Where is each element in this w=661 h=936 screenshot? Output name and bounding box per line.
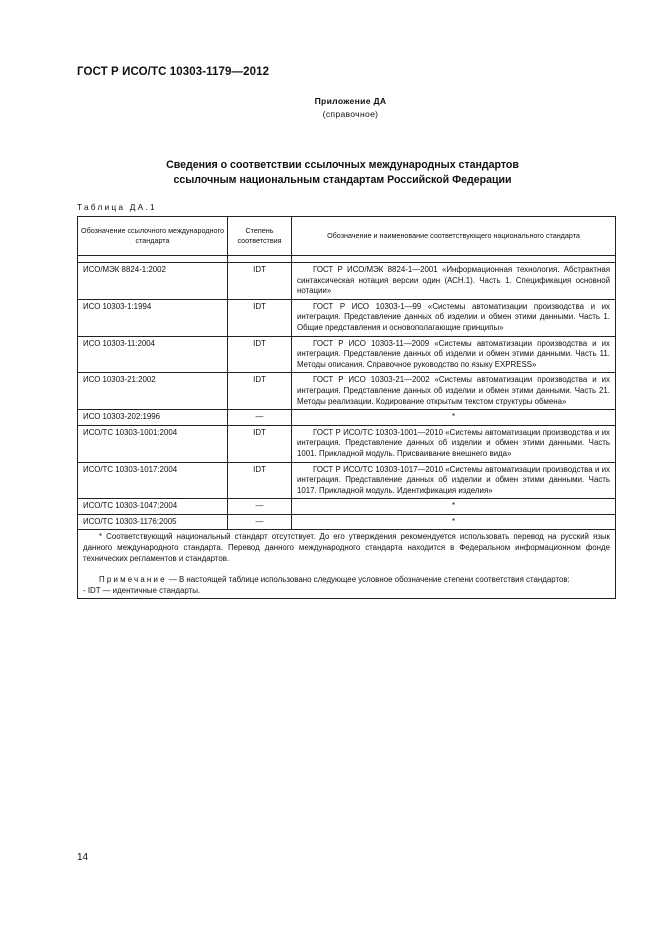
degree-cell: — bbox=[228, 410, 292, 426]
table-row bbox=[78, 514, 616, 530]
note-item: - IDT — идентичные стандарты. bbox=[83, 585, 201, 595]
document-header: ГОСТ Р ИСО/ТС 10303-1179—2012 bbox=[77, 66, 270, 78]
table-row bbox=[78, 336, 616, 373]
degree-cell: IDT bbox=[228, 462, 292, 499]
ref-standard-cell: ИСО 10303-202:1996 bbox=[78, 410, 228, 426]
ref-standard-cell: ИСО/ТС 10303-1176:2005 bbox=[78, 514, 228, 530]
national-standard-cell bbox=[292, 263, 616, 300]
table-row bbox=[78, 462, 616, 499]
degree-cell: IDT bbox=[228, 263, 292, 300]
national-standard-cell bbox=[292, 462, 616, 499]
table-notes-cell bbox=[78, 530, 616, 599]
section-title-line2: ссылочным национальным стандартам Российской Федерации bbox=[173, 174, 512, 186]
section-title-line1: Сведения о соответствии ссылочных международных стандартов bbox=[166, 159, 519, 171]
spacer-cell bbox=[228, 256, 292, 263]
header-spacer-row bbox=[78, 256, 616, 263]
national-standard-text: ГОСТ Р ИСО 10303-21—2002 «Системы автоматизации производства и их интеграция. Представление данных об изделии и обмен этими данными. Часть 21. Методы реализации. Кодирование открытым текстом структуры обмена» bbox=[297, 375, 610, 406]
national-standard-text: ГОСТ Р ИСО/ТС 10303-1001—2010 «Системы автоматизации производства и их интеграция. Представление данных об изделии и обмен этими данными. Часть 1001. Прикладной модуль. Присваивание внешнего вида» bbox=[297, 427, 610, 458]
table-row bbox=[78, 410, 616, 426]
table-row bbox=[78, 425, 616, 462]
table-header-row bbox=[78, 217, 616, 256]
national-standard-cell: * bbox=[292, 514, 616, 530]
note-label: Примечание bbox=[99, 574, 167, 584]
national-standard-cell bbox=[292, 336, 616, 373]
ref-standard-cell: ИСО 10303-1:1994 bbox=[78, 299, 228, 336]
national-standard-cell bbox=[292, 425, 616, 462]
note-text: — В настоящей таблице использовано следующее условное обозначение степени соответствия стандартов: bbox=[166, 574, 570, 584]
appendix-title: Приложение ДА bbox=[314, 96, 387, 106]
table-label: Таблица ДА.1 bbox=[77, 202, 157, 212]
degree-cell: IDT bbox=[228, 299, 292, 336]
national-standard-cell bbox=[292, 373, 616, 410]
footnote bbox=[83, 532, 610, 564]
degree-cell: — bbox=[228, 499, 292, 515]
footnote-text: * Соответствующий национальный стандарт отсутствует. До его утверждения рекомендуется использовать перевод на русский язык данного международного стандарта. Перевод данного международного стандарта находится в Федеральном информационном фонде технических регламентов и стандартов. bbox=[83, 532, 610, 564]
national-standard-cell: * bbox=[292, 499, 616, 515]
header-international-standard: Обозначение ссылочного международного стандарта bbox=[78, 217, 228, 256]
degree-cell: — bbox=[228, 514, 292, 530]
ref-standard-cell: ИСО 10303-21:2002 bbox=[78, 373, 228, 410]
table-row bbox=[78, 499, 616, 515]
degree-cell: IDT bbox=[228, 336, 292, 373]
spacer-cell bbox=[78, 256, 228, 263]
spacer-cell bbox=[292, 256, 616, 263]
header-national-standard: Обозначение и наименование соответствующего национального стандарта bbox=[292, 217, 616, 256]
ref-standard-cell: ИСО/ТС 10303-1001:2004 bbox=[78, 425, 228, 462]
national-standard-text: ГОСТ Р ИСО/ТС 10303-1017—2010 «Системы автоматизации производства и их интеграция. Представление данных об изделии и обмен этими данными. Часть 1017. Прикладной модуль. Идентификация изделия» bbox=[297, 464, 610, 495]
appendix-heading bbox=[0, 95, 661, 121]
appendix-subtitle: (справочное) bbox=[322, 109, 379, 119]
note bbox=[83, 575, 610, 586]
table-row bbox=[78, 263, 616, 300]
ref-standard-cell: ИСО/ТС 10303-1017:2004 bbox=[78, 462, 228, 499]
national-standard-cell bbox=[292, 299, 616, 336]
national-standard-cell: * bbox=[292, 410, 616, 426]
table-footer-row bbox=[78, 530, 616, 599]
correspondence-table bbox=[77, 216, 616, 599]
degree-cell: IDT bbox=[228, 373, 292, 410]
national-standard-text: ГОСТ Р ИСО/МЭК 8824-1—2001 «Информационная технология. Абстрактная синтаксическая нотация версии один (АСН.1). Часть 1. Спецификация основной нотации» bbox=[297, 265, 610, 296]
table-row bbox=[78, 373, 616, 410]
header-degree: Степень соответствия bbox=[228, 217, 292, 256]
degree-cell: IDT bbox=[228, 425, 292, 462]
ref-standard-cell: ИСО/ТС 10303-1047:2004 bbox=[78, 499, 228, 515]
ref-standard-cell: ИСО/МЭК 8824-1:2002 bbox=[78, 263, 228, 300]
page-number: 14 bbox=[77, 852, 89, 863]
section-title bbox=[0, 158, 661, 188]
notes-gap bbox=[83, 565, 610, 575]
national-standard-text: ГОСТ Р ИСО 10303-11—2009 «Системы автоматизации производства и их интеграция. Представление данных об изделии и обмен этими данными. Часть 11. Методы описания. Справочное руководство по языку EXPRESS» bbox=[297, 338, 610, 369]
table-row bbox=[78, 299, 616, 336]
ref-standard-cell: ИСО 10303-11:2004 bbox=[78, 336, 228, 373]
national-standard-text: ГОСТ Р ИСО 10303-1—99 «Системы автоматизации производства и их интеграция. Представление данных об изделии и обмен этими данными. Часть 1. Общие представления и основополагающие принципы» bbox=[297, 301, 610, 332]
